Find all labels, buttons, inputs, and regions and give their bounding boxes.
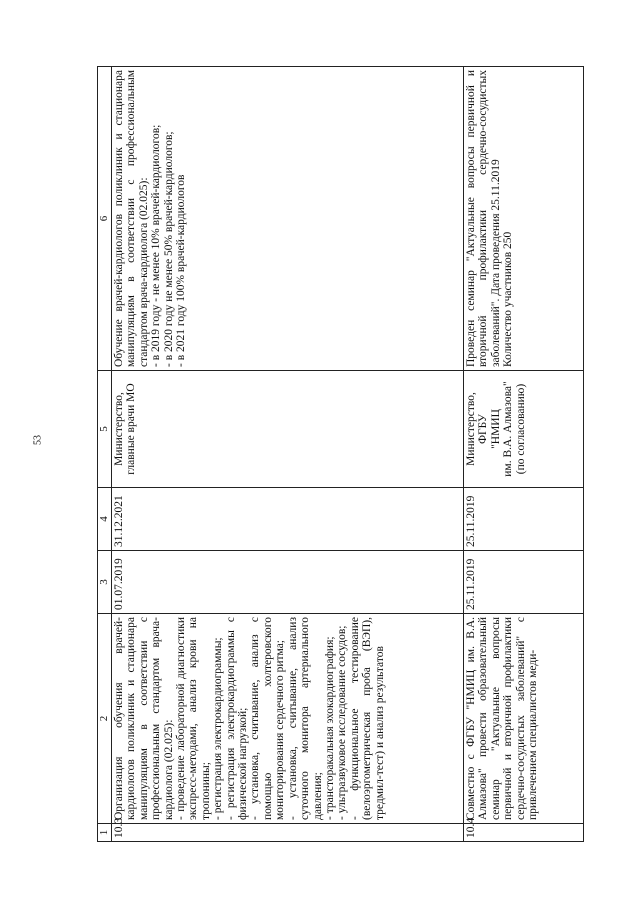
header-cell-2: 2 [98, 614, 112, 824]
action-line: - установка, считывание, анализ суточного монитора артериального давления; [286, 617, 324, 820]
result-line: - в 2020 году не менее 50% врачей-кардиологов; [162, 131, 175, 367]
action-line: - установка, считывание, анализ с помощью холтеровского мониторирования сердечного ритма; [249, 617, 287, 820]
result-line: Проведен семинар "Актуальные вопросы первичной и вторичной профилактики сердечно-сосудистых заболеваний". Дата проведения 25.11.2019 [465, 70, 502, 367]
action-line: - ультразвуковое исследование сосудов; [336, 625, 349, 820]
responsible-line: ФГБУ [477, 413, 490, 445]
measures-table [97, 66, 584, 842]
action-line: - трансторакальная эхокардиография; [323, 636, 336, 820]
action-line: Совместно с ФГБУ "НМИЦ им. В.А. Алмазова" провести образовательный семинар "Актуальные вопросы первичной и вторичной профилактики сердечно-сосудистых заболеваний" с привлечением специалистов меди- [465, 617, 540, 820]
action-cell [464, 614, 584, 824]
action-line: - проведение лабораторной диагностики экспресс-методами, анализ крови на тропонины; [175, 617, 212, 820]
table-row [112, 67, 464, 842]
header-cell-6: 6 [98, 67, 112, 371]
header-cell-5: 5 [98, 371, 112, 488]
page-number: 53 [32, 435, 44, 445]
responsible-cell [112, 371, 464, 488]
responsible-line: Министерство, [465, 392, 477, 466]
result-cell [464, 67, 584, 371]
responsible-line: "НМИЦ [489, 409, 502, 449]
row-number: 10.3 [112, 824, 464, 842]
header-cell-4: 4 [98, 488, 112, 551]
start-date: 25.11.2019 [464, 551, 584, 614]
action-cell [112, 614, 464, 824]
result-line: Количество участников 250 [502, 231, 515, 367]
responsible-line: (по согласованию) [514, 383, 527, 475]
end-date: 31.12.2021 [112, 488, 464, 551]
row-number: 10.4 [464, 824, 584, 842]
result-line: - в 2021 году 100% врачей-кардиологов [175, 174, 188, 367]
header-cell-3: 3 [98, 551, 112, 614]
responsible-line: им. В.А. Алмазова" [502, 381, 515, 477]
action-line: - регистрация электрокардиограммы с физической нагрузкой; [224, 617, 250, 820]
end-date: 25.11.2019 [464, 488, 584, 551]
responsible-cell [464, 371, 584, 488]
start-date: 01.07.2019 [112, 551, 464, 614]
header-row [98, 67, 112, 842]
responsible-line: Министерство, [113, 392, 125, 466]
header-cell-1: 1 [98, 824, 112, 842]
action-line: - регистрация электрокардиограммы; [212, 637, 225, 820]
action-line: - функциональное тестирование (велоэргометрическая проба (ВЭП), тредмил-тест) и анализ результатов [348, 617, 386, 820]
responsible-line: главные врачи МО [125, 383, 138, 475]
result-line: Обучение врачей-кардиологов поликлиник и стационара манипуляциям в соответствии с профессиональным стандартом врача-кардиолога (02.025): [113, 70, 150, 367]
result-line: - в 2019 году - не менее 10% врачей-кардиологов; [150, 124, 163, 367]
result-cell [112, 67, 464, 371]
rotated-table-container [97, 67, 597, 842]
table-row [464, 67, 584, 842]
action-line: Организация обучения врачей-кардиологов поликлиник и стационара манипуляциям в соответствии с профессиональным стандартом врача-кардиолога (02.025): [113, 617, 175, 820]
